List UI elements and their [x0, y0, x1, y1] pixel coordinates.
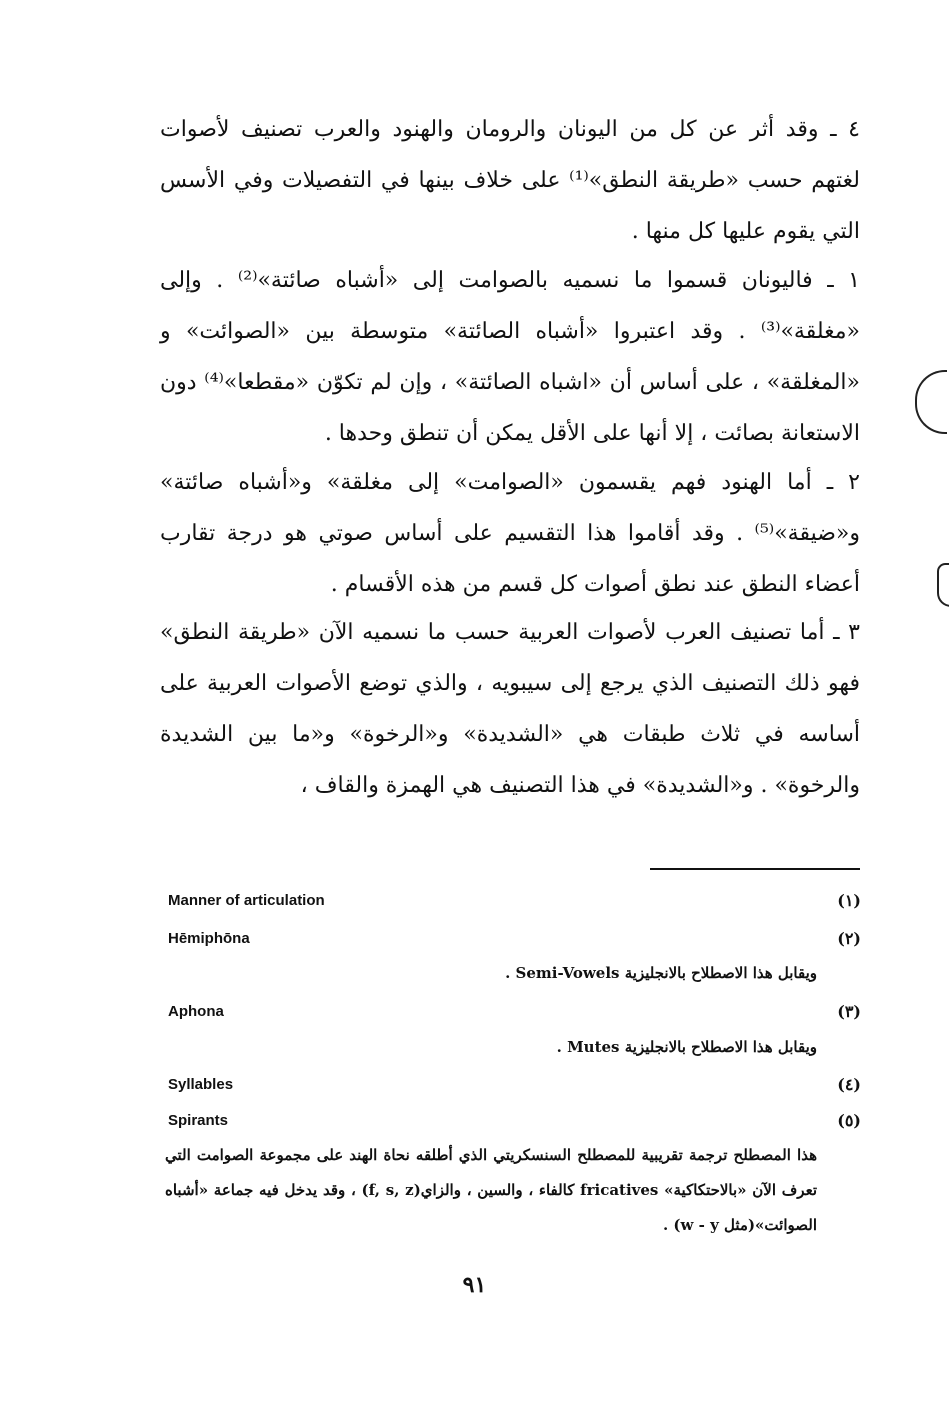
- footnote-1-number: (١): [837, 891, 861, 910]
- paragraph-greeks: ١ ـ فاليونان قسموا ما نسميه بالصوامت إلى «أشباه صائتة»⁽²⁾ . وإلى «مغلقة»⁽³⁾ . وقد اعتبروا «أشباه الصائتة» متوسطة بين «الصوائت» و «المغلقة» ، على أساس أن «اشباه الصائتة» ، وإن لم تكوّن «مقطعا»⁽⁴⁾ دون الاستعانة بصائت ، إلا أنها على الأقل يمكن أن تنطق وحدها .: [160, 268, 860, 446]
- margin-mark-bracket: [915, 370, 947, 434]
- margin-mark-bracket-small: [937, 563, 949, 607]
- footnote-separator: [650, 868, 860, 870]
- footnote-4-number: (٤): [837, 1075, 861, 1094]
- footnote-2-number: (٢): [837, 929, 861, 948]
- paragraph-intro: ٤ ـ وقد أثر عن كل من اليونان والرومان والهنود والعرب تصنيف لأصوات لغتهم حسب «طريقة النطق»⁽¹⁾ على خلاف بينها في التفصيلات وفي الأسس التي يقوم عليها كل منها .: [160, 117, 860, 244]
- page-number: ٩١: [462, 1272, 487, 1298]
- footnote-3-number: (٣): [837, 1002, 861, 1021]
- paragraph-arabs: ٣ ـ أما تصنيف العرب لأصوات العربية حسب ما نسميه الآن «طريقة النطق» فهو ذلك التصنيف الذي يرجع إلى سيبويه ، والذي توضع الأصوات العربية على أساسه في ثلاث طبقات هي «الشديدة» و«الرخوة» و«ما بين الشديدة والرخوة» . و«الشديدة» في هذا التصنيف هي الهمزة والقاف ،: [160, 620, 860, 798]
- footnote-2-term: Hēmiphōna: [168, 930, 250, 947]
- footnote-3-note: ويقابل هذا الاصطلاح بالانجليزية Mutes .: [556, 1038, 817, 1056]
- footnote-5-text: هذا المصطلح ترجمة تقريبية للمصطلح السنسكريتي الذي أطلقه نحاة الهند على مجموعة الصوامت التي تعرف الآن «بالاحتكاكية» fricatives كالفاء ، والسين ، والزاي(f, s, z) ، وقد يدخل فيه جماعة «أشباه الصوائت»(مثل w - y) .: [165, 1146, 817, 1234]
- footnote-1-term: Manner of articulation: [168, 892, 325, 909]
- footnote-3-term: Aphona: [168, 1003, 224, 1020]
- footnote-4-term: Syllables: [168, 1076, 234, 1093]
- footnote-2-note: ويقابل هذا الاصطلاح بالانجليزية Semi-Vowels .: [505, 964, 817, 982]
- footnote-5-number: (٥): [837, 1111, 861, 1130]
- paragraph-indians: ٢ ـ أما الهنود فهم يقسمون «الصوامت» إلى مغلقة» و«أشباه صائتة» و«ضيقة»⁽⁵⁾ . وقد أقاموا هذا التقسيم على أساس صوتي هو درجة تقارب أعضاء النطق عند نطق أصوات كل قسم من هذه الأقسام .: [160, 470, 860, 597]
- footnote-5-term: Spirants: [168, 1112, 229, 1129]
